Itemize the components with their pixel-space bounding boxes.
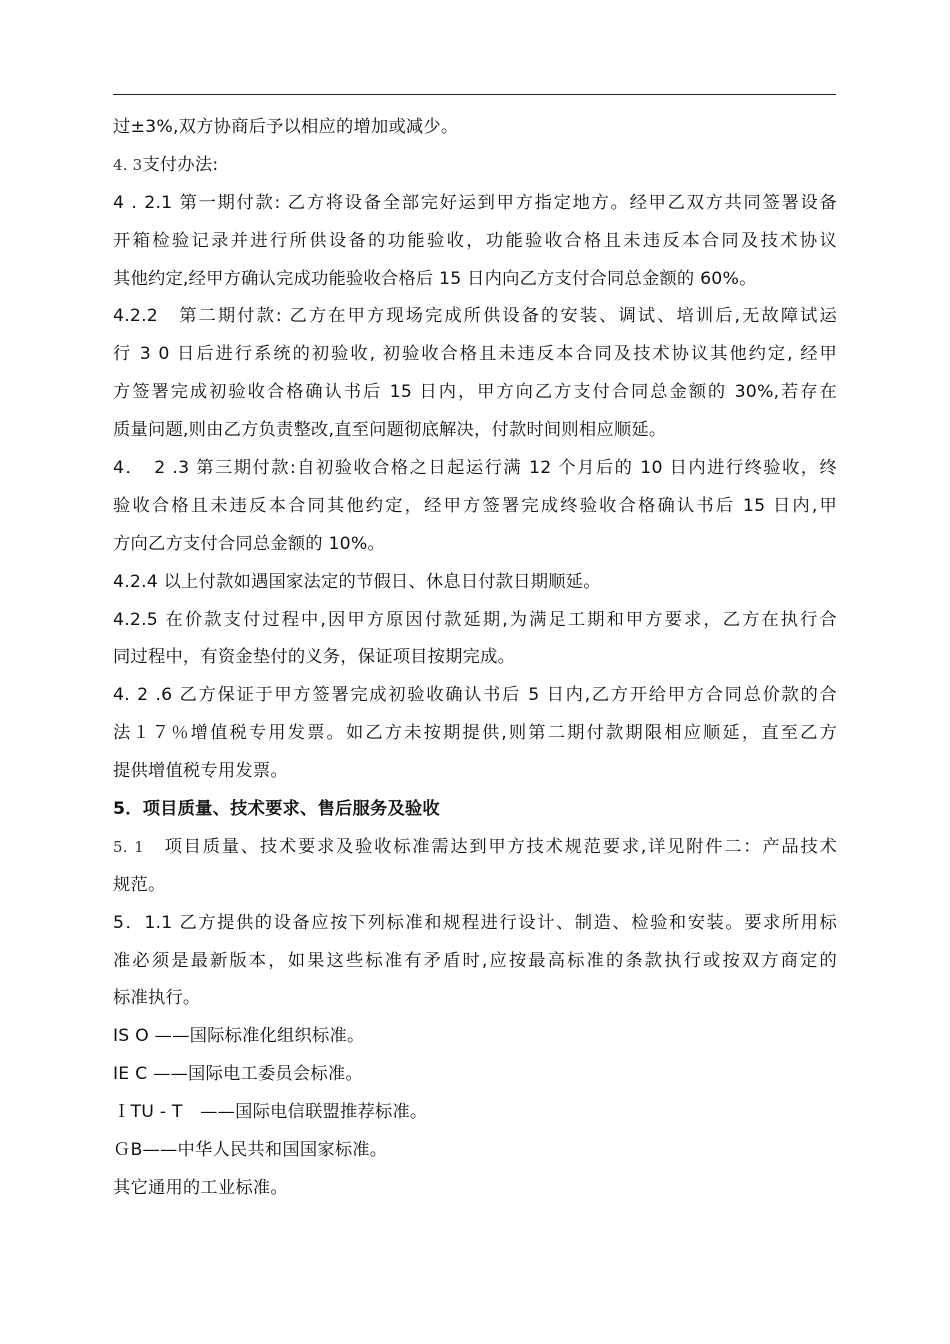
text-line xyxy=(113,488,837,526)
line-text: 其它通用的工业标准。 xyxy=(113,1177,288,1198)
line-text: 标准执行。 xyxy=(113,988,201,1009)
text-line xyxy=(113,715,837,753)
line-text: 4.2.2 第二期付款: 乙方在甲方现场完成所供设备的安装、调试、培训后,无故障试运 xyxy=(113,306,837,327)
text-line xyxy=(113,677,837,715)
text-line xyxy=(113,602,837,640)
line-text: 4 . 2.1 第一期付款: 乙方将设备全部完好运到甲方指定地方。经甲乙双方共同签署设备 xyxy=(113,192,837,213)
text-line xyxy=(113,1132,837,1170)
header-rule xyxy=(113,94,836,95)
line-text: 方向乙方支付合同总金额的 10%。 xyxy=(113,533,385,554)
line-text: 质量问题,则由乙方负责整改,直至问题彻底解决，付款时间则相应顺延。 xyxy=(113,420,667,441)
text-line xyxy=(113,261,837,299)
line-text: 提供增值税专用发票。 xyxy=(113,761,288,782)
text-line xyxy=(113,753,837,791)
text-line xyxy=(113,867,837,905)
text-line xyxy=(113,374,837,412)
text-line xyxy=(113,980,837,1018)
text-line xyxy=(113,336,837,374)
line-text: IE C ——国际电工委员会标准。 xyxy=(113,1064,363,1085)
text-line xyxy=(113,1170,837,1208)
line-text: 同过程中，有资金垫付的义务，保证项目按期完成。 xyxy=(113,647,516,668)
line-text: 4. 2 .6 乙方保证于甲方签署完成初验收确认书后 5 日内,乙方开给甲方合同总价款的合 xyxy=(113,685,837,706)
text-line xyxy=(113,223,837,261)
line-text: IS O ——国际标准化组织标准。 xyxy=(113,1026,365,1047)
line-text: 项目质量、技术要求及验收标准需达到甲方技术规范要求,详见附件二：产品技术 xyxy=(144,836,837,857)
text-line xyxy=(113,1056,837,1094)
section-heading xyxy=(113,791,837,829)
line-text: 支付办法: xyxy=(142,154,219,175)
text-line xyxy=(113,639,837,677)
text-line xyxy=(113,109,837,147)
text-line xyxy=(113,943,837,981)
line-text: 准必须是最新版本，如果这些标准有矛盾时,应按最高标准的条款执行或按双方商定的 xyxy=(113,950,837,971)
line-text: 方签署完成初验收合格确认书后 15 日内，甲方向乙方支付合同总金额的 30%,若存在 xyxy=(113,382,837,403)
text-line xyxy=(113,1018,837,1056)
line-text: 5．项目质量、技术要求、售后服务及验收 xyxy=(113,799,440,820)
document-body xyxy=(113,109,837,1208)
text-line xyxy=(113,1094,837,1132)
line-text: 其他约定,经甲方确认完成功能验收合格后 15 日内向乙方支付合同总金额的 60%。 xyxy=(113,268,757,289)
line-text: ＧB——中华人民共和国国家标准。 xyxy=(113,1140,388,1161)
text-line xyxy=(113,412,837,450)
line-text: 4.2.5 在价款支付过程中,因甲方原因付款延期,为满足工期和甲方要求，乙方在执行合 xyxy=(113,609,837,630)
text-line xyxy=(113,905,837,943)
text-line xyxy=(113,298,837,336)
line-text: 验收合格且未违反本合同其他约定，经甲方签署完成终验收合格确认书后 15 日内,甲 xyxy=(113,495,837,516)
text-line xyxy=(113,147,837,185)
clause-number: 4. 3 xyxy=(113,155,143,174)
clause-number: 5. 1 xyxy=(113,837,144,856)
line-text: 4． 2 .3 第三期付款:自初验收合格之日起运行满 12 个月后的 10 日内进行终验收，终 xyxy=(113,458,837,479)
line-text: 过±3%,双方协商后予以相应的增加或减少。 xyxy=(113,117,459,137)
line-text: 4.2.4 以上付款如遇国家法定的节假日、休息日付款日期顺延。 xyxy=(113,571,601,592)
text-line xyxy=(113,564,837,602)
line-text: 行 3 0 日后进行系统的初验收, 初验收合格且未违反本合同及技术协议其他约定, 经甲 xyxy=(113,344,837,365)
text-line xyxy=(113,526,837,564)
text-line xyxy=(113,829,837,867)
line-text: 法１７％增值税专用发票。如乙方未按期提供,则第二期付款期限相应顺延，直至乙方 xyxy=(113,723,837,744)
line-text: 5．1.1 乙方提供的设备应按下列标准和规程进行设计、制造、检验和安装。要求所用标 xyxy=(113,912,837,933)
text-line xyxy=(113,185,837,223)
line-text: 开箱检验记录并进行所供设备的功能验收，功能验收合格且未违反本合同及技术协议 xyxy=(113,230,837,251)
line-text: ＩTU - T ——国际电信联盟推荐标准。 xyxy=(113,1102,428,1123)
text-line xyxy=(113,450,837,488)
line-text: 规范。 xyxy=(113,874,166,895)
